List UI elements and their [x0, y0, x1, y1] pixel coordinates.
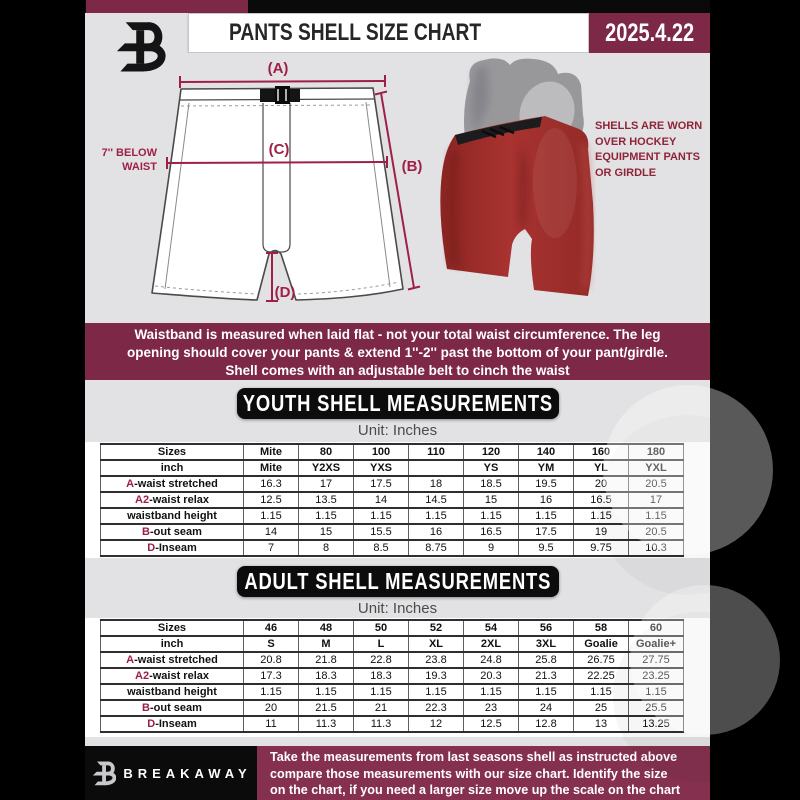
- size-cell: 1.15: [354, 684, 409, 700]
- date-text: 2025.4.22: [605, 18, 694, 47]
- size-cell: 25.8: [519, 652, 574, 668]
- row-label-prefix: B: [142, 526, 150, 538]
- size-cell: XL: [409, 636, 464, 652]
- size-cell: 13: [574, 716, 629, 732]
- size-cell: YXS: [354, 460, 409, 476]
- size-cell: 110: [409, 444, 464, 460]
- youth-banner-text: YOUTH SHELL MEASUREMENTS: [242, 390, 553, 416]
- photo-note: [595, 119, 710, 181]
- size-cell: 18.3: [299, 668, 354, 684]
- row-label: Sizes: [101, 444, 244, 460]
- size-cell: 11: [244, 716, 299, 732]
- size-cell: 1.15: [574, 684, 629, 700]
- size-cell: 120: [464, 444, 519, 460]
- size-cell: 2XL: [464, 636, 519, 652]
- measure-label-c: (C): [268, 141, 290, 158]
- size-cell: 27.75: [629, 652, 684, 668]
- size-cell: 15: [299, 524, 354, 540]
- size-cell: 14: [244, 524, 299, 540]
- footer-line: compare those measurements with our size chart. Identify the size: [270, 766, 668, 781]
- diagram-section: [85, 53, 710, 323]
- youth-table-area: [85, 442, 710, 558]
- size-cell: 14: [354, 492, 409, 508]
- row-label: waistband height: [101, 684, 244, 700]
- footer-brand-block: [85, 746, 257, 800]
- size-cell: 12.8: [519, 716, 574, 732]
- size-cell: 12.5: [244, 492, 299, 508]
- size-cell: 15: [464, 492, 519, 508]
- size-cell: 3XL: [519, 636, 574, 652]
- row-label-prefix: D: [147, 718, 156, 730]
- row-label: A2-waist relax: [101, 668, 244, 684]
- size-cell: 21.5: [299, 700, 354, 716]
- notice-line: Shell comes with an adjustable belt to cinch the waist: [225, 363, 570, 378]
- notice-line: Waistband is measured when laid flat - not your total waist circumference. The leg: [134, 327, 661, 342]
- size-cell: 17: [629, 492, 684, 508]
- size-cell: 20.5: [629, 476, 684, 492]
- header-bar: [85, 0, 710, 53]
- size-cell: 1.15: [299, 508, 354, 524]
- table-row: [101, 636, 684, 652]
- size-cell: 8.5: [354, 540, 409, 556]
- size-cell: 1.15: [519, 684, 574, 700]
- row-label: A-waist stretched: [101, 652, 244, 668]
- youth-section-header: [85, 380, 710, 442]
- table-row: [101, 476, 684, 492]
- size-cell: 9: [464, 540, 519, 556]
- size-cell: 9.75: [574, 540, 629, 556]
- size-cell: 56: [519, 620, 574, 636]
- adult-banner-text: ADULT SHELL MEASUREMENTS: [244, 568, 551, 594]
- size-cell: 20: [244, 700, 299, 716]
- size-cell: S: [244, 636, 299, 652]
- shell-product-photo: [430, 53, 710, 323]
- size-cell: Goalie: [574, 636, 629, 652]
- size-cell: 22.8: [354, 652, 409, 668]
- size-cell: M: [299, 636, 354, 652]
- brand-name: BREAKAWAY: [123, 765, 252, 781]
- size-cell: 18: [409, 476, 464, 492]
- table-row: [101, 716, 684, 732]
- size-cell: 13.25: [629, 716, 684, 732]
- size-cell: 10.3: [629, 540, 684, 556]
- size-cell: 18.3: [354, 668, 409, 684]
- measure-label-b: (B): [401, 158, 423, 175]
- size-cell: 20.8: [244, 652, 299, 668]
- size-cell: 9.5: [519, 540, 574, 556]
- row-label: Sizes: [101, 620, 244, 636]
- size-cell: 1.15: [244, 684, 299, 700]
- breakaway-footer-logo-icon: [90, 759, 116, 787]
- table-row: [101, 492, 684, 508]
- bottom-gray-strip: [85, 737, 710, 746]
- size-cell: 19.3: [409, 668, 464, 684]
- row-label: A-waist stretched: [101, 476, 244, 492]
- size-cell: 1.15: [409, 508, 464, 524]
- size-cell: 23: [464, 700, 519, 716]
- measure-label-a: (A): [267, 60, 289, 77]
- size-cell: 8.75: [409, 540, 464, 556]
- size-cell: 20.5: [629, 524, 684, 540]
- size-cell: 1.15: [519, 508, 574, 524]
- row-label: B-out seam: [101, 700, 244, 716]
- size-cell: 25: [574, 700, 629, 716]
- adult-size-table: [100, 619, 684, 733]
- table-row: [101, 460, 684, 476]
- size-cell: 140: [519, 444, 574, 460]
- row-label: inch: [101, 636, 244, 652]
- size-cell: Y2XS: [299, 460, 354, 476]
- below-waist-note-line2: WAIST: [122, 161, 157, 173]
- photo-note-line: EQUIPMENT PANTS: [595, 151, 700, 163]
- youth-size-table: [100, 443, 684, 557]
- photo-note-line: OVER HOCKEY: [595, 135, 677, 148]
- table-row: [101, 508, 684, 524]
- size-cell: 16.5: [574, 492, 629, 508]
- table-row: [101, 540, 684, 556]
- content-column: [85, 0, 710, 800]
- size-cell: 22.3: [409, 700, 464, 716]
- table-row: [101, 668, 684, 684]
- size-cell: 160: [574, 444, 629, 460]
- size-cell: 24: [519, 700, 574, 716]
- size-cell: YM: [519, 460, 574, 476]
- size-cell: 21.3: [519, 668, 574, 684]
- size-cell: YXL: [629, 460, 684, 476]
- below-waist-note-line1: 7'' BELOW: [101, 147, 157, 159]
- row-label-prefix: A: [126, 478, 135, 490]
- size-cell: 19.5: [519, 476, 574, 492]
- footer: [85, 746, 710, 800]
- footer-line: Take the measurements from last seasons shell as instructed above: [270, 750, 678, 764]
- size-cell: 1.15: [244, 508, 299, 524]
- row-label: A2-waist relax: [101, 492, 244, 508]
- row-label: D-Inseam: [101, 716, 244, 732]
- size-cell: 20.3: [464, 668, 519, 684]
- size-cell: 23.8: [409, 652, 464, 668]
- table-row: [101, 620, 684, 636]
- row-label: waistband height: [101, 508, 244, 524]
- size-cell: 15.5: [354, 524, 409, 540]
- breakaway-logo-icon: [109, 17, 167, 75]
- photo-note-line: OR GIRDLE: [595, 166, 657, 179]
- footer-instructions: [257, 746, 710, 800]
- size-cell: 8: [299, 540, 354, 556]
- size-cell: 14.5: [409, 492, 464, 508]
- size-cell: 50: [354, 620, 409, 636]
- size-cell: 52: [409, 620, 464, 636]
- size-cell: 16: [519, 492, 574, 508]
- size-cell: 17: [299, 476, 354, 492]
- youth-banner: [237, 388, 559, 419]
- size-cell: 58: [574, 620, 629, 636]
- adult-section-header: [85, 558, 710, 618]
- table-row: [101, 524, 684, 540]
- page-title-box: [188, 13, 589, 53]
- size-cell: 17.3: [244, 668, 299, 684]
- measurement-notice-banner: [85, 323, 710, 380]
- row-label-prefix: D: [147, 542, 156, 554]
- row-label: B-out seam: [101, 524, 244, 540]
- size-cell: 7: [244, 540, 299, 556]
- size-cell: 16.3: [244, 476, 299, 492]
- row-label-prefix: A2: [135, 494, 150, 506]
- size-cell: 20: [574, 476, 629, 492]
- photo-note-line: SHELLS ARE WORN: [595, 120, 703, 132]
- table-row: [101, 684, 684, 700]
- size-cell: 16: [409, 524, 464, 540]
- adult-banner: [237, 566, 559, 597]
- size-cell: 60: [629, 620, 684, 636]
- size-cell: YL: [574, 460, 629, 476]
- size-cell: 46: [244, 620, 299, 636]
- table-row: [101, 444, 684, 460]
- size-cell: 1.15: [574, 508, 629, 524]
- size-cell: 1.15: [629, 684, 684, 700]
- size-cell: [409, 460, 464, 476]
- size-cell: YS: [464, 460, 519, 476]
- size-cell: 1.15: [629, 508, 684, 524]
- adult-unit-label: Unit: Inches: [357, 600, 438, 617]
- notice-line: opening should cover your pants & extend 1''-2'' past the bottom of your pant/girdle.: [127, 345, 668, 360]
- size-cell: 54: [464, 620, 519, 636]
- size-cell: 180: [629, 444, 684, 460]
- size-cell: 22.25: [574, 668, 629, 684]
- size-cell: 23.25: [629, 668, 684, 684]
- row-label-prefix: B: [142, 702, 150, 714]
- size-cell: 1.15: [354, 508, 409, 524]
- page-title: PANTS SHELL SIZE CHART: [229, 19, 482, 46]
- size-cell: 17.5: [354, 476, 409, 492]
- size-cell: 11.3: [354, 716, 409, 732]
- shorts-outline: [152, 88, 403, 300]
- size-cell: 12: [409, 716, 464, 732]
- size-cell: 12.5: [464, 716, 519, 732]
- footer-line: on the chart, if you need a larger size move up the scale on the chart: [270, 783, 681, 797]
- row-label: D-Inseam: [101, 540, 244, 556]
- size-cell: Mite: [244, 460, 299, 476]
- header-maroon-strip: [86, 0, 248, 13]
- size-cell: 19: [574, 524, 629, 540]
- table-row: [101, 700, 684, 716]
- size-cell: 18.5: [464, 476, 519, 492]
- size-cell: 1.15: [299, 684, 354, 700]
- measure-label-d: (D): [274, 284, 296, 301]
- shorts-measurement-diagram: [85, 53, 445, 323]
- size-cell: 80: [299, 444, 354, 460]
- size-cell: 24.8: [464, 652, 519, 668]
- size-cell: 21.8: [299, 652, 354, 668]
- size-cell: L: [354, 636, 409, 652]
- size-cell: Mite: [244, 444, 299, 460]
- size-cell: 1.15: [464, 508, 519, 524]
- youth-unit-label: Unit: Inches: [357, 422, 438, 439]
- row-label-prefix: A: [126, 654, 135, 666]
- size-cell: 100: [354, 444, 409, 460]
- size-cell: 26.75: [574, 652, 629, 668]
- size-cell: 13.5: [299, 492, 354, 508]
- row-label: inch: [101, 460, 244, 476]
- size-cell: Goalie+: [629, 636, 684, 652]
- size-cell: 1.15: [464, 684, 519, 700]
- adult-table-area: [85, 618, 710, 737]
- size-cell: 16.5: [464, 524, 519, 540]
- table-row: [101, 652, 684, 668]
- size-cell: 1.15: [409, 684, 464, 700]
- size-cell: 25.5: [629, 700, 684, 716]
- size-cell: 48: [299, 620, 354, 636]
- row-label-prefix: A2: [135, 670, 150, 682]
- size-cell: 21: [354, 700, 409, 716]
- date-badge: [589, 13, 710, 53]
- size-cell: 11.3: [299, 716, 354, 732]
- size-cell: 17.5: [519, 524, 574, 540]
